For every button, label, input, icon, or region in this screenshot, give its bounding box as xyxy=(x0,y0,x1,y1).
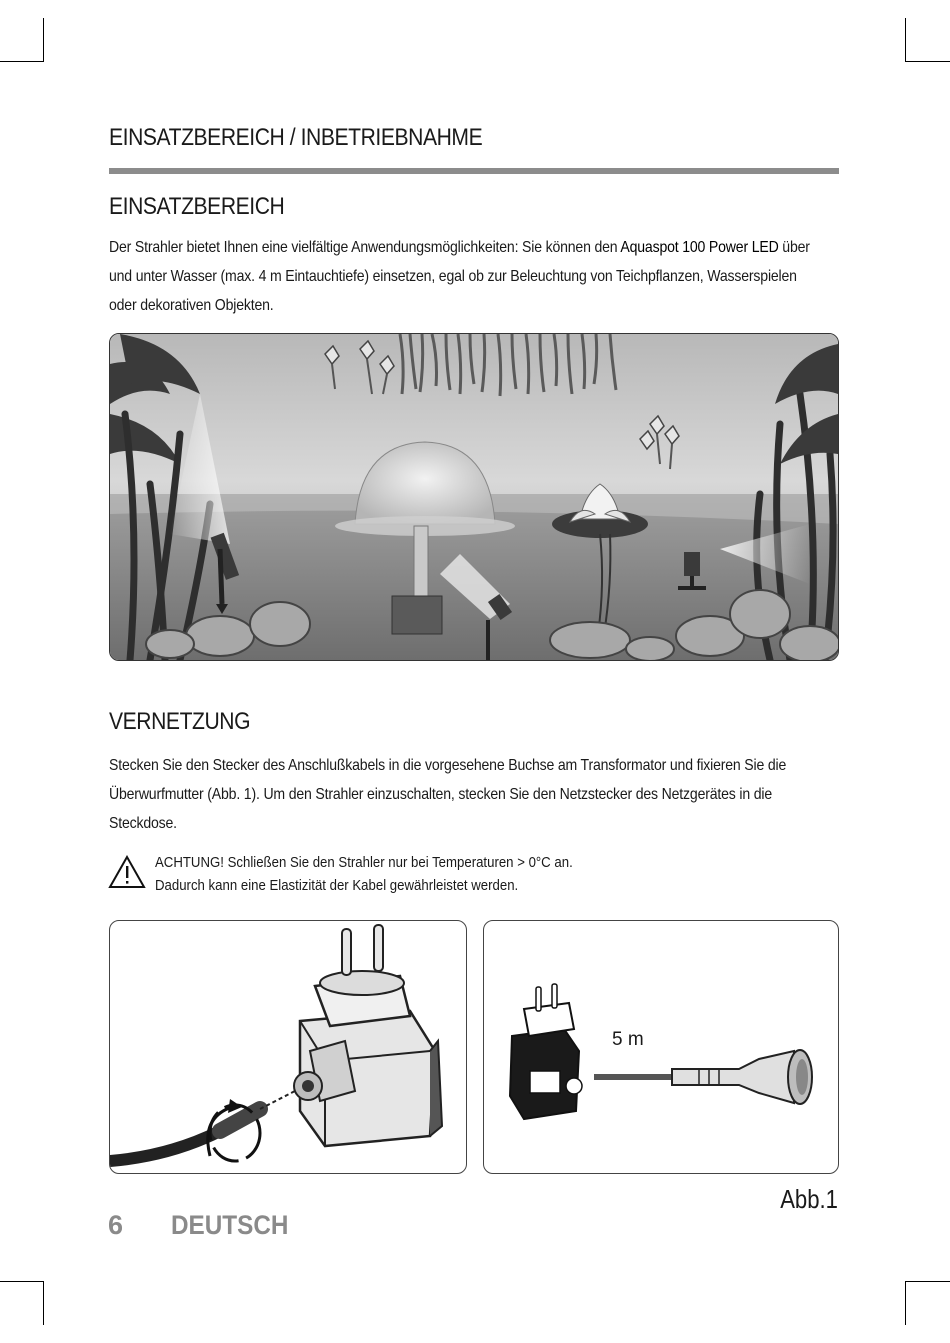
pond-scene-illustration xyxy=(109,333,839,661)
language-label: DEUTSCH xyxy=(171,1210,289,1240)
crop-mark xyxy=(43,1281,44,1325)
section-heading-network: VERNETZUNG xyxy=(109,708,251,735)
crop-mark xyxy=(0,61,44,62)
network-paragraph: Stecken Sie den Stecker des Anschlußkabels in die vorgesehene Buchse am Transformator und fixieren Sie die Überwurfmutter (Abb. 1). Um den Strahler einzuschalten, stecken Sie den Netzstecker des Netzgerätes in die Steckdose. xyxy=(109,757,787,832)
warning-triangle-icon xyxy=(108,855,146,889)
crop-mark xyxy=(905,1281,906,1325)
crop-mark xyxy=(905,18,906,62)
adapter-cable-drawing xyxy=(484,921,838,1173)
page-number: 6 xyxy=(108,1210,124,1240)
transformer-drawing xyxy=(110,921,466,1173)
usage-paragraph xyxy=(109,233,813,320)
warning-line-1: ACHTUNG! Schließen Sie den Strahler nur bei Temperaturen > 0°C an. xyxy=(155,854,573,871)
usage-text-start: Der Strahler bietet Ihnen eine vielfältige Anwendungsmöglichkeiten: Sie können den xyxy=(109,239,618,256)
figure-caption: Abb.1 xyxy=(780,1184,838,1214)
page-title: EINSATZBEREICH / INBETRIEBNAHME xyxy=(109,124,483,151)
usage-text-end: über und unter Wasser (max. 4 m Eintauchtiefe) einsetzen, egal ob zur Beleuchtung von Teichpflanzen, Wasserspielen oder dekorativen Objekten. xyxy=(109,239,810,314)
figure-transformer-connector xyxy=(109,920,467,1174)
warning-line-2: Dadurch kann eine Elastizität der Kabel gewährleistet werden. xyxy=(155,877,519,894)
cable-length-label: 5 m xyxy=(612,1029,644,1050)
product-name: Aquaspot 100 Power LED xyxy=(620,239,779,256)
crop-mark xyxy=(0,1281,44,1282)
pond-scene-drawing xyxy=(110,334,838,660)
warning-text xyxy=(155,851,648,897)
crop-mark xyxy=(43,18,44,62)
figure-adapter-cable xyxy=(483,920,839,1174)
crop-mark xyxy=(905,1281,950,1282)
section-heading-usage: EINSATZBEREICH xyxy=(109,193,285,220)
crop-mark xyxy=(905,61,950,62)
title-rule xyxy=(109,168,839,174)
